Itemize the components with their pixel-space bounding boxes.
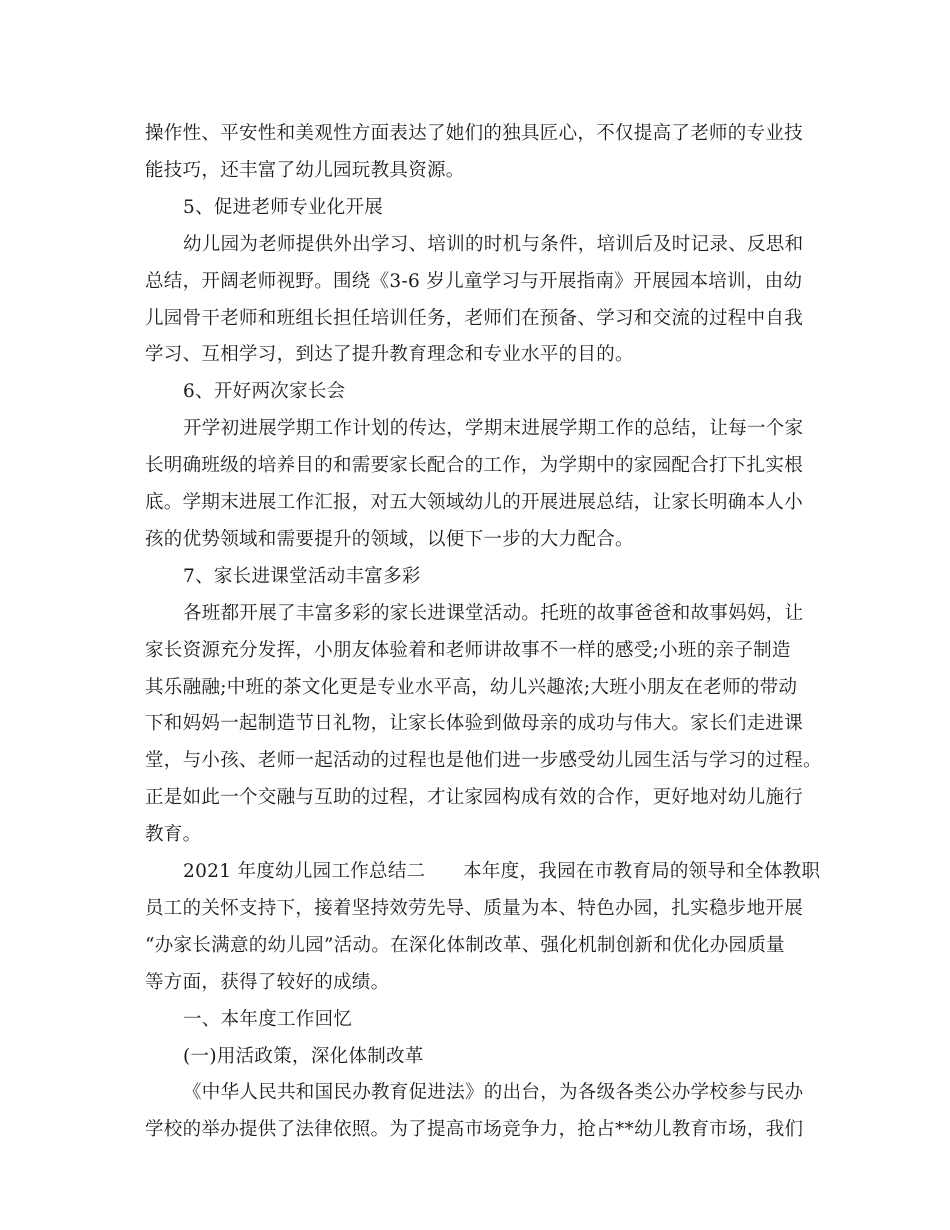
text-line: 学校的举办提供了法律依照。为了提高市场竞争力，抢占**幼儿教育市场，我们 bbox=[145, 1119, 804, 1140]
text-line: 2021 年度幼儿园工作总结二 本年度，我园在市教育局的领导和全体教职 bbox=[183, 861, 821, 882]
text-line: 幼儿园为老师提供外出学习、培训的时机与条件，培训后及时记录、反思和 bbox=[183, 234, 804, 255]
text-line: 5、促进老师专业化开展 bbox=[183, 197, 384, 218]
text-line: 一、本年度工作回忆 bbox=[183, 1009, 353, 1030]
text-line: 各班都开展了丰富多彩的家长进课堂活动。托班的故事爸爸和故事妈妈，让 bbox=[183, 603, 804, 624]
text-line: 长明确班级的培养目的和需要家长配合的工作，为学期中的家园配合打下扎实根 bbox=[145, 455, 804, 476]
text-line: 开学初进展学期工作计划的传达，学期末进展学期工作的总结，让每一个家 bbox=[183, 418, 804, 439]
text-line: 员工的关怀支持下，接着坚持效劳先导、质量为本、特色办园，扎实稳步地开展 bbox=[145, 898, 804, 919]
text-line: 孩的优势领域和需要提升的领域，以便下一步的大力配合。 bbox=[145, 529, 634, 550]
text-line: 总结，开阔老师视野。围绕《3-6 岁儿童学习与开展指南》开展园本培训，由幼 bbox=[145, 271, 803, 292]
text-line: 家长资源充分发挥，小朋友体验着和老师讲故事不一样的感受;小班的亲子制造 bbox=[145, 640, 791, 661]
text-line: 操作性、平安性和美观性方面表达了她们的独具匠心，不仅提高了老师的专业技 bbox=[145, 123, 804, 144]
text-line: 底。学期末进展工作汇报，对五大领域幼儿的开展进展总结，让家长明确本人小 bbox=[145, 492, 804, 513]
text-line: 其乐融融;中班的茶文化更是专业水平高，幼儿兴趣浓;大班小朋友在老师的带动 bbox=[145, 677, 798, 698]
text-line: 下和妈妈一起制造节日礼物，让家长体验到做母亲的成功与伟大。家长们走进课 bbox=[145, 713, 804, 734]
text-line: 儿园骨干老师和班组长担任培训任务，老师们在预备、学习和交流的过程中自我 bbox=[145, 308, 804, 329]
text-line: 能技巧，还丰富了幼儿园玩教具资源。 bbox=[145, 160, 465, 181]
text-line: 堂，与小孩、老师一起活动的过程也是他们进一步感受幼儿园生活与学习的过程。 bbox=[145, 750, 822, 771]
text-line: “办家长满意的幼儿园”活动。在深化体制改革、强化机制创新和优化办园质量 bbox=[145, 935, 785, 956]
text-line: 学习、互相学习，到达了提升教育理念和专业水平的目的。 bbox=[145, 344, 634, 365]
text-line: 《中华人民共和国民办教育促进法》的出台，为各级各类公办学校参与民办 bbox=[183, 1082, 804, 1103]
text-line: 教育。 bbox=[145, 824, 202, 845]
text-line: 正是如此一个交融与互助的过程，才让家园构成有效的合作，更好地对幼儿施行 bbox=[145, 787, 804, 808]
text-line: 7、家长进课堂活动丰富多彩 bbox=[183, 566, 421, 587]
text-line: (一)用活政策，深化体制改革 bbox=[183, 1046, 424, 1067]
text-line: 6、开好两次家长会 bbox=[183, 381, 346, 402]
text-line: 等方面，获得了较好的成绩。 bbox=[145, 972, 390, 993]
